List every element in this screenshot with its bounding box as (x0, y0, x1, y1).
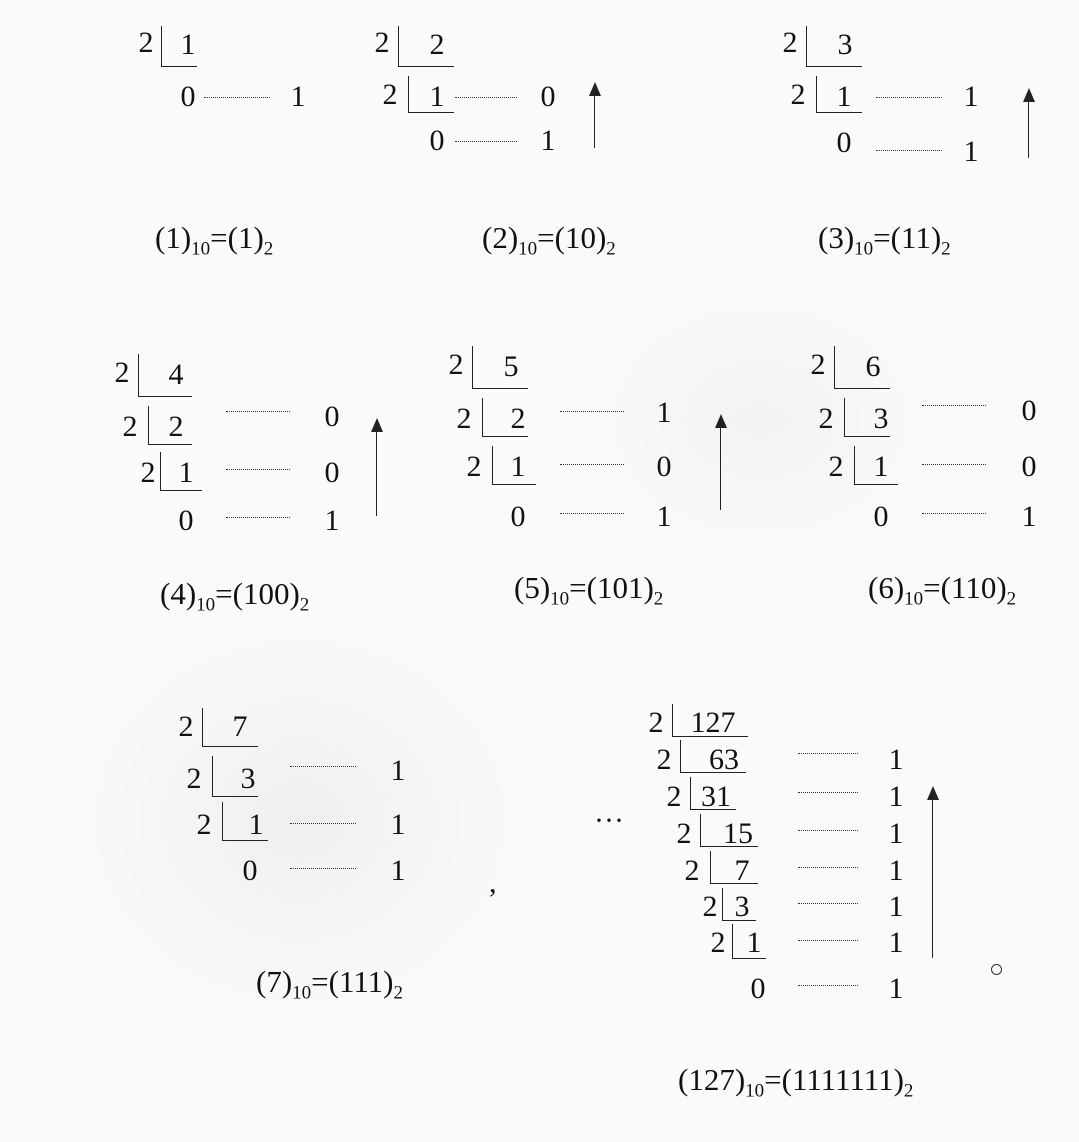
division-bracket (492, 446, 493, 484)
dotted-leader (922, 513, 986, 514)
quotient: 15 (723, 817, 753, 850)
division-bracket (672, 704, 673, 736)
quotient: 63 (709, 743, 739, 776)
dividend: 4 (168, 358, 184, 391)
quotient: 0 (510, 500, 526, 533)
dividend: 127 (690, 706, 736, 739)
divisor: 2 (374, 26, 390, 59)
division-bracket (161, 26, 162, 66)
quotient: 0 (750, 972, 766, 1005)
divisor: 2 (702, 890, 718, 923)
dotted-leader (798, 792, 858, 793)
full-stop-mark (991, 964, 1002, 975)
dividend: 3 (837, 28, 853, 61)
divisor: 2 (382, 78, 398, 111)
read-direction-arrow-icon (713, 414, 729, 510)
dotted-leader (922, 464, 986, 465)
division-bracket (222, 802, 223, 840)
dotted-leader (455, 141, 517, 142)
remainder: 1 (888, 780, 904, 813)
divisor: 2 (196, 808, 212, 841)
result-equation: $(2)_{10}=(10)_2$ (482, 220, 616, 260)
dotted-leader (798, 753, 858, 754)
division-bracket (806, 66, 862, 67)
remainder: 1 (1021, 500, 1037, 533)
division-bracket (732, 924, 733, 958)
result-equation: $(4)_{10}=(100)_2$ (160, 576, 310, 616)
dividend: 2 (429, 28, 445, 61)
dividend: 6 (865, 350, 881, 383)
quotient: 1 (746, 926, 762, 959)
remainder: 1 (888, 817, 904, 850)
remainder: 0 (540, 80, 556, 113)
result-equation: $(5)_{10}=(101)_2$ (514, 570, 664, 610)
division-bracket (722, 888, 723, 920)
division-bracket (710, 851, 711, 883)
division-bracket (690, 777, 691, 809)
division-bracket (492, 484, 536, 485)
dotted-leader (922, 405, 986, 406)
remainder: 1 (656, 396, 672, 429)
dotted-leader (876, 97, 942, 98)
division-bracket (408, 76, 409, 112)
division-bracket (202, 708, 203, 746)
division-bracket (844, 398, 845, 436)
division-bracket (202, 746, 258, 747)
remainder: 1 (963, 135, 979, 168)
remainder: 1 (390, 854, 406, 887)
division-bracket (148, 444, 192, 445)
remainder: 0 (656, 450, 672, 483)
ellipsis: ··· (594, 804, 624, 837)
read-direction-arrow-icon (587, 82, 603, 148)
divisor: 2 (456, 402, 472, 435)
result-equation: $(7)_{10}=(111)_2$ (256, 964, 403, 1004)
result-equation: $(3)_{10}=(11)_2$ (818, 220, 951, 260)
division-bracket (834, 346, 835, 388)
quotient: 2 (510, 402, 526, 435)
division-bracket (482, 398, 483, 436)
division-bracket (148, 406, 149, 444)
dotted-leader (204, 97, 270, 98)
remainder: 1 (888, 972, 904, 1005)
dotted-leader (798, 830, 858, 831)
dotted-leader (226, 411, 290, 412)
dotted-leader (290, 823, 356, 824)
dotted-leader (798, 985, 858, 986)
remainder: 0 (324, 456, 340, 489)
division-bracket (854, 446, 855, 484)
quotient: 1 (429, 80, 445, 113)
division-bracket (844, 436, 890, 437)
division-bracket (161, 66, 197, 67)
divisor: 2 (710, 926, 726, 959)
division-bracket (700, 814, 701, 846)
quotient: 1 (873, 450, 889, 483)
dotted-leader (290, 766, 356, 767)
division-bracket (834, 388, 890, 389)
quotient: 7 (734, 854, 750, 887)
dotted-leader (798, 867, 858, 868)
dotted-leader (290, 868, 356, 869)
divisor: 2 (648, 706, 664, 739)
read-direction-arrow-icon (1021, 88, 1037, 158)
division-bracket (138, 354, 139, 396)
dotted-leader (560, 513, 624, 514)
division-bracket (212, 796, 258, 797)
divisor: 2 (178, 710, 194, 743)
divisor: 2 (186, 762, 202, 795)
dotted-leader (876, 150, 942, 151)
division-bracket (160, 452, 161, 490)
remainder: 1 (390, 754, 406, 787)
read-direction-arrow-icon (925, 786, 941, 958)
quotient: 0 (873, 500, 889, 533)
division-bracket (816, 76, 817, 112)
remainder: 1 (290, 80, 306, 113)
division-bracket (398, 26, 399, 66)
dotted-leader (798, 940, 858, 941)
divisor: 2 (818, 402, 834, 435)
divisor: 2 (810, 348, 826, 381)
dividend: 5 (503, 350, 519, 383)
read-direction-arrow-icon (369, 418, 385, 516)
remainder: 0 (1021, 450, 1037, 483)
dotted-leader (798, 903, 858, 904)
quotient: 3 (734, 890, 750, 923)
dotted-leader (455, 97, 517, 98)
division-bracket (806, 26, 807, 66)
divisor: 2 (666, 780, 682, 813)
quotient: 0 (429, 124, 445, 157)
quotient: 1 (836, 80, 852, 113)
divisor: 2 (114, 356, 130, 389)
dividend: 7 (232, 710, 248, 743)
quotient: 0 (242, 854, 258, 887)
result-equation: $(1)_{10}=(1)_2$ (155, 220, 274, 260)
quotient: 3 (240, 762, 256, 795)
quotient: 1 (178, 456, 194, 489)
divisor: 2 (138, 26, 154, 59)
division-bracket (854, 484, 898, 485)
quotient: 2 (168, 410, 184, 443)
division-bracket (398, 66, 454, 67)
quotient: 0 (180, 80, 196, 113)
result-equation: $(127)_{10}=(1111111)_2$ (678, 1062, 914, 1102)
division-bracket (212, 756, 213, 796)
divisor: 2 (466, 450, 482, 483)
division-bracket (160, 490, 202, 491)
remainder: 1 (540, 124, 556, 157)
division-bracket (680, 740, 681, 772)
remainder: 1 (888, 854, 904, 887)
divisor: 2 (684, 854, 700, 887)
dotted-leader (226, 517, 290, 518)
remainder: 1 (963, 80, 979, 113)
division-bracket (472, 388, 528, 389)
divisor: 2 (122, 410, 138, 443)
result-equation: $(6)_{10}=(110)_2$ (868, 570, 1017, 610)
remainder: 0 (324, 400, 340, 433)
division-bracket (138, 396, 192, 397)
dotted-leader (226, 469, 290, 470)
comma: , (489, 866, 497, 899)
quotient: 0 (178, 504, 194, 537)
divisor: 2 (782, 26, 798, 59)
remainder: 1 (888, 743, 904, 776)
dividend: 1 (180, 28, 196, 61)
quotient: 31 (701, 780, 731, 813)
remainder: 1 (390, 808, 406, 841)
remainder: 1 (656, 500, 672, 533)
remainder: 1 (888, 926, 904, 959)
dotted-leader (560, 464, 624, 465)
remainder: 0 (1021, 394, 1037, 427)
divisor: 2 (448, 348, 464, 381)
divisor: 2 (676, 817, 692, 850)
divisor: 2 (790, 78, 806, 111)
quotient: 1 (248, 808, 264, 841)
quotient: 3 (873, 402, 889, 435)
remainder: 1 (324, 504, 340, 537)
division-bracket (472, 346, 473, 388)
quotient: 1 (510, 450, 526, 483)
divisor: 2 (140, 456, 156, 489)
divisor: 2 (828, 450, 844, 483)
remainder: 1 (888, 890, 904, 923)
division-bracket (482, 436, 528, 437)
divisor: 2 (656, 743, 672, 776)
quotient: 0 (836, 126, 852, 159)
dotted-leader (560, 411, 624, 412)
